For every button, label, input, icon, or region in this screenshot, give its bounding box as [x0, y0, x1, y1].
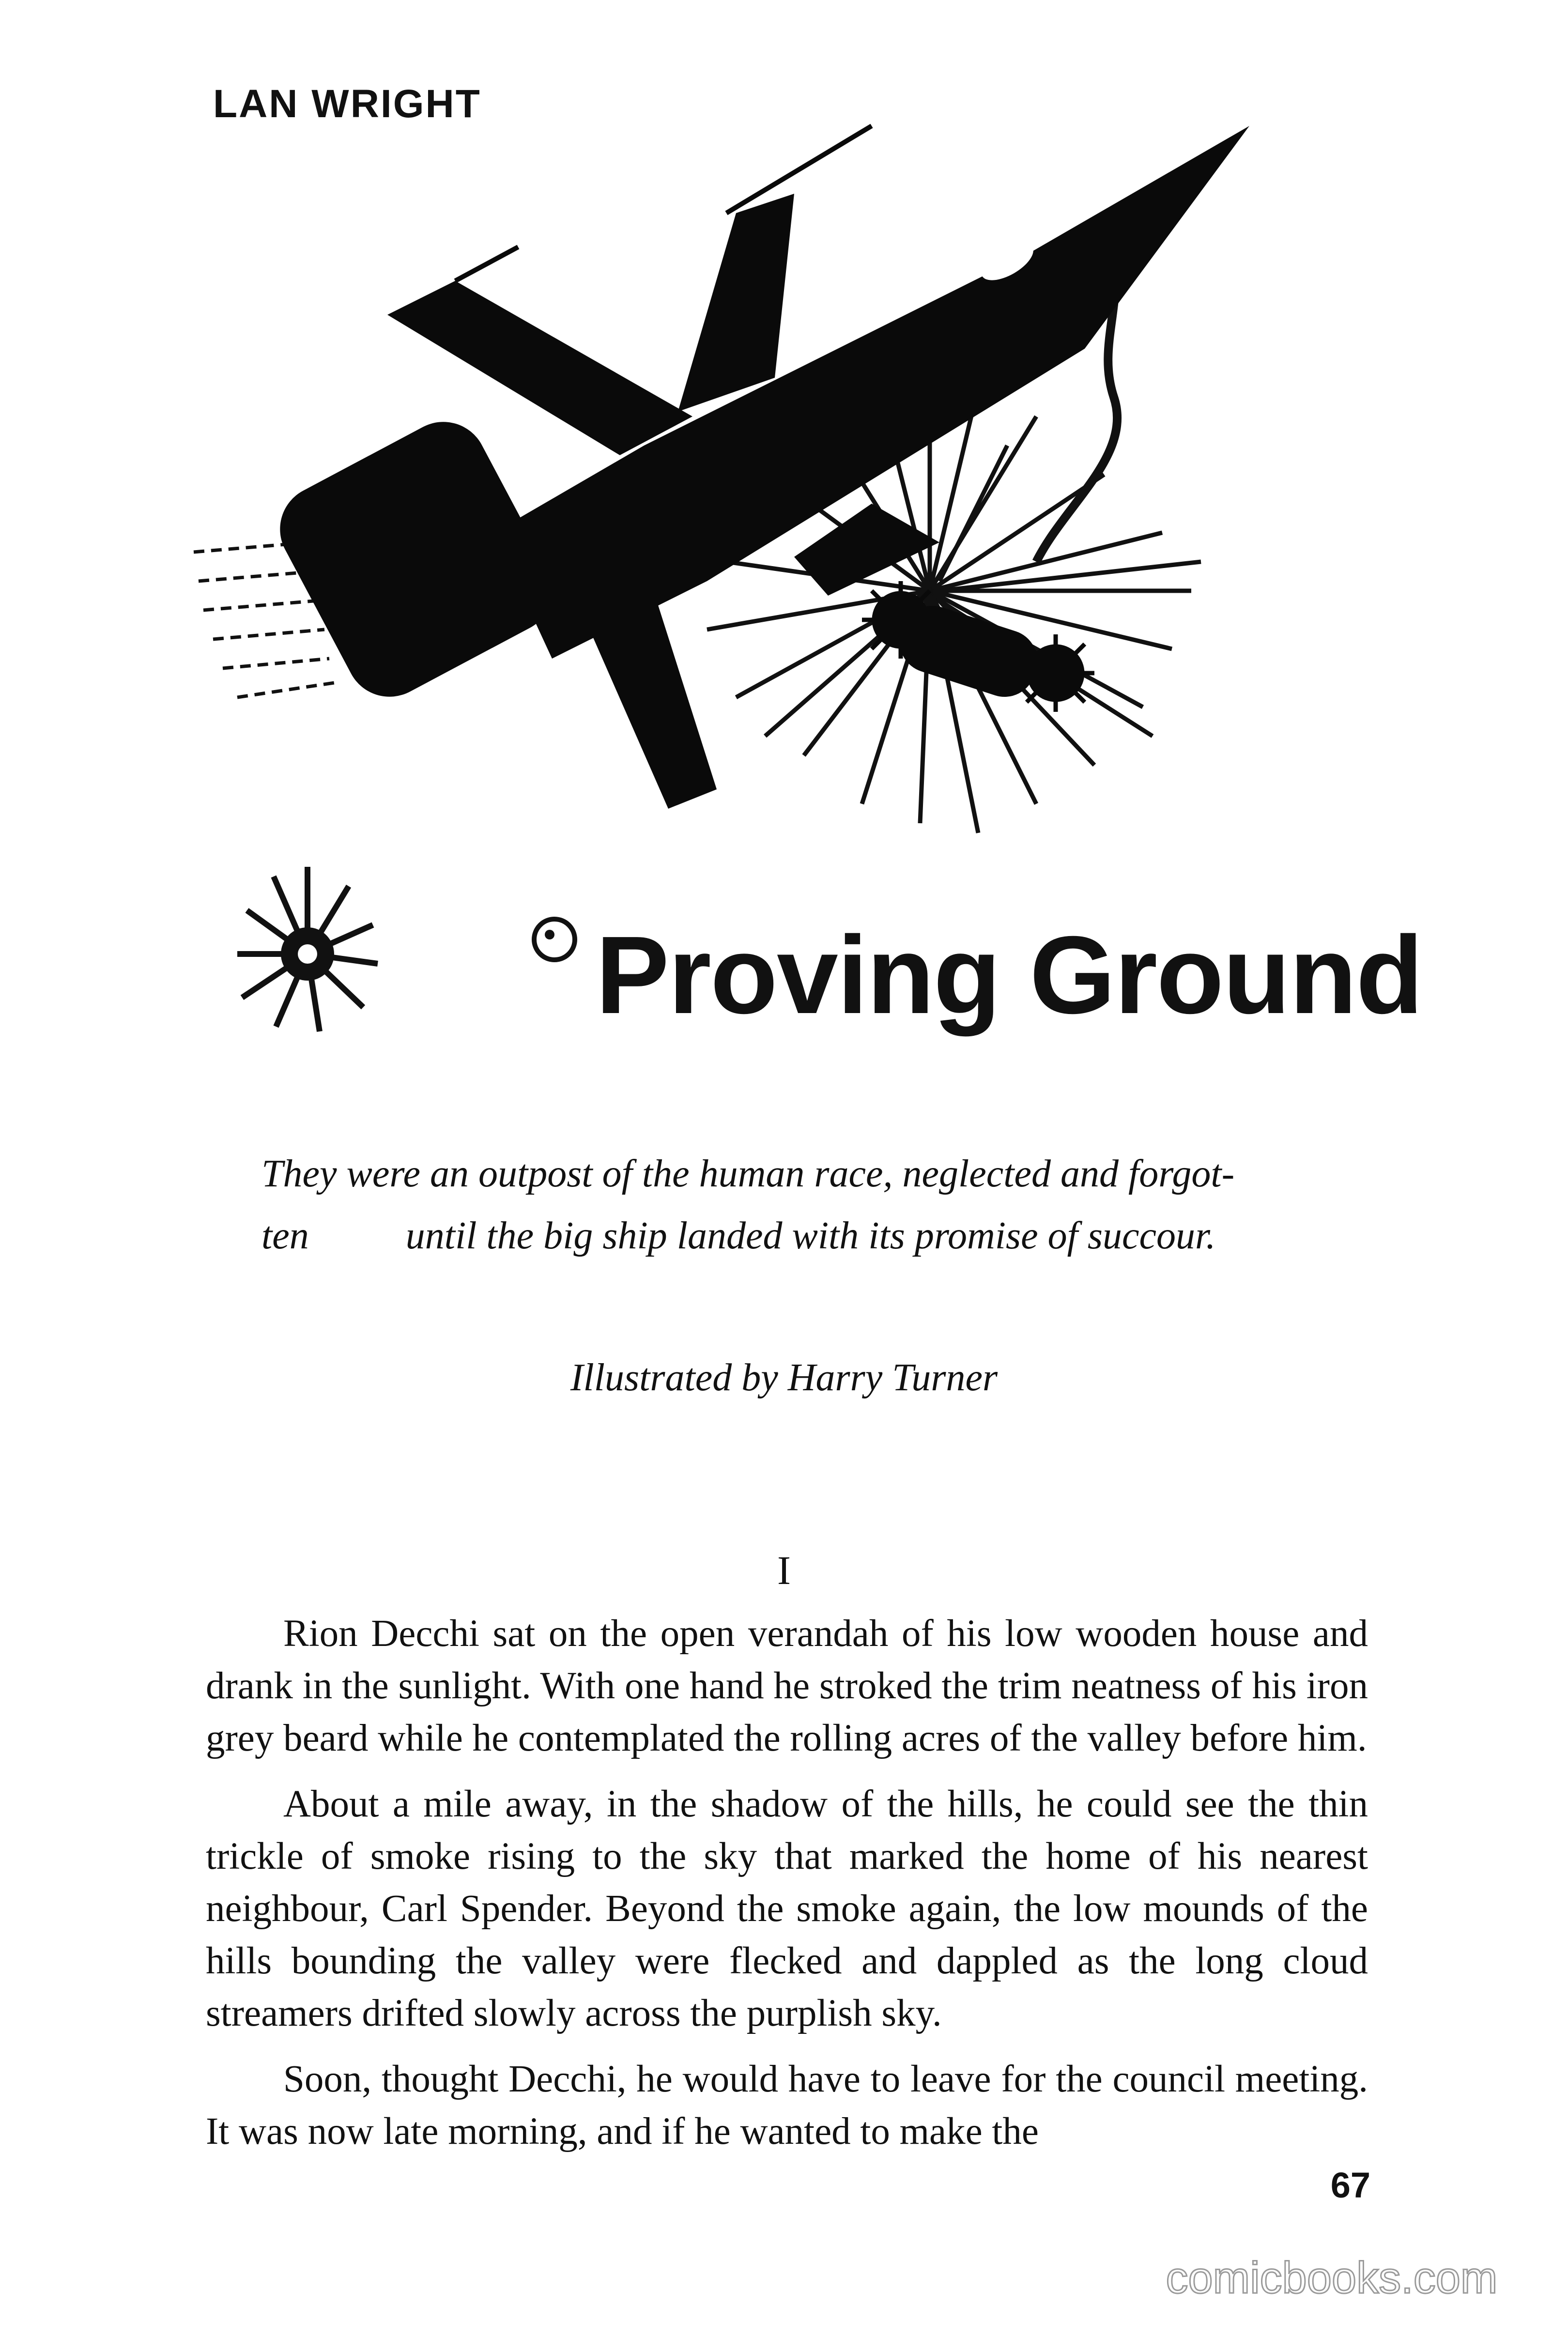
blurb-line-2-end: until the big ship landed with its promise of succour. [405, 1215, 1216, 1257]
watermark-text: comicbooks.com [1166, 2253, 1498, 2303]
story-title: Proving Ground [596, 914, 1423, 1037]
blurb-line-2-start: ten [261, 1215, 309, 1257]
illustrator-credit: Illustrated by Harry Turner [570, 1356, 998, 1399]
story-body [206, 1608, 1368, 2171]
blurb-line-1: They were an outpost of the human race, neglected and forgot- [261, 1153, 1235, 1195]
paragraph: About a mile away, in the shadow of the hills, he could see the thin trickle of smoke rising to the sky that marked the home of his nearest neighbour, Carl Spender. Beyond the smoke again, the low mounds of the hills bounding the valley were flecked and dappled as the long cloud streamers drifted slowly across the purplish sky. [206, 1783, 1368, 2034]
page-number: 67 [1330, 2165, 1370, 2205]
story-blurb [261, 1143, 1327, 1267]
watermark [1148, 2252, 1516, 2305]
small-planet-icon [528, 913, 581, 966]
rocket-illustration [184, 107, 1375, 939]
author-name: LAN WRIGHT [213, 82, 481, 126]
small-burst-icon [228, 857, 387, 1041]
paragraph: Soon, thought Decchi, he would have to leave for the council meeting. It was now late morning, and if he wanted to make the [206, 2058, 1368, 2152]
section-number: I [777, 1548, 791, 1593]
paragraph: Rion Decchi sat on the open verandah of his low wooden house and drank in the sunlight. With one hand he stroked the trim neatness of his iron grey beard while he contemplated the rolling acres of the valley before him. [206, 1613, 1368, 1759]
